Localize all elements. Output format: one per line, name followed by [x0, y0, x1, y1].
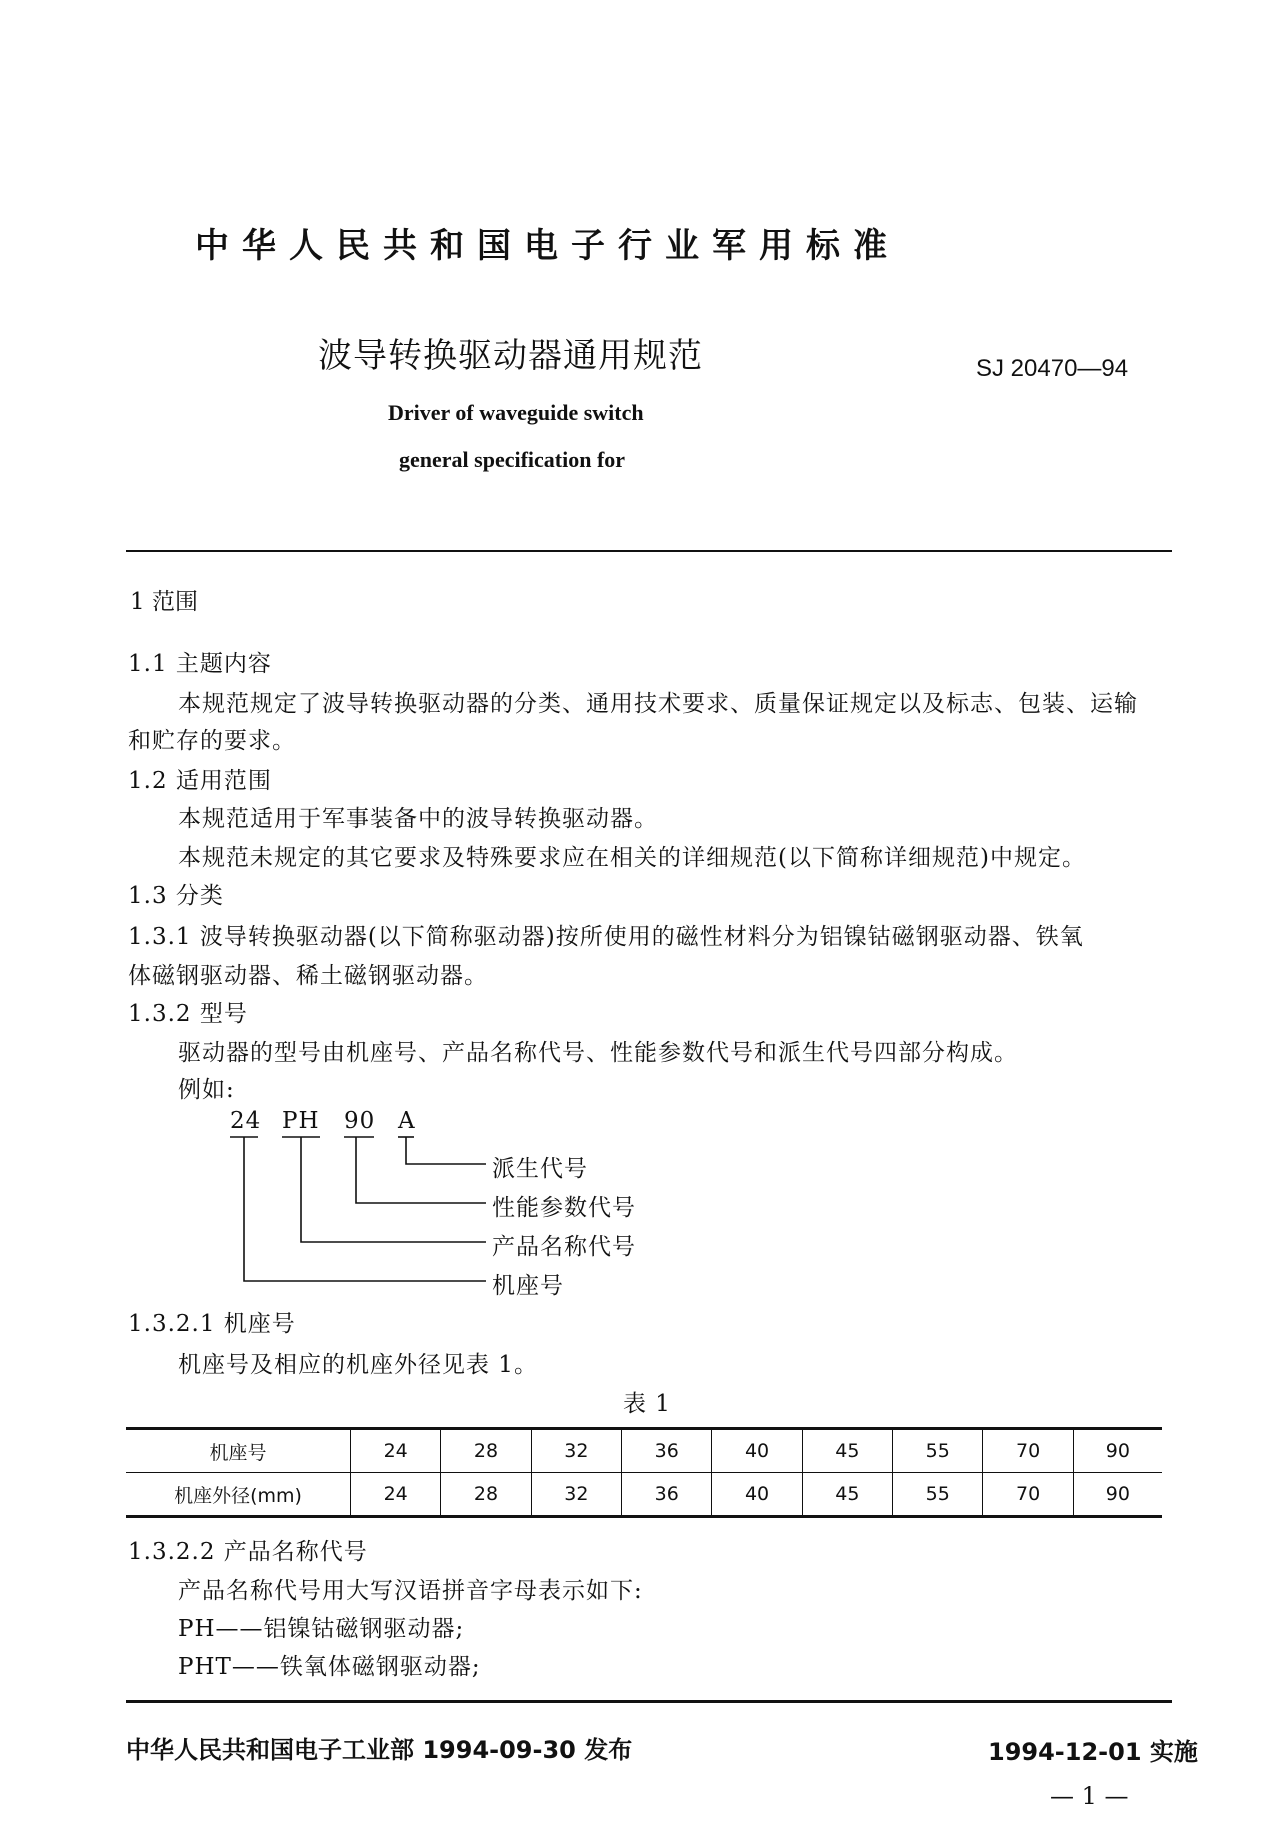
- english-title-line-1: Driver of waveguide switch: [388, 400, 644, 425]
- paragraph: PHT——铁氧体磁钢驱动器;: [178, 1654, 481, 1680]
- table-cell: 40: [712, 1429, 802, 1473]
- section-1-3-2-2-heading: 1.3.2.2 产品名称代号: [128, 1539, 368, 1565]
- example-code-product: PH: [282, 1108, 320, 1134]
- table-row: [126, 1473, 1162, 1517]
- table-row-header: 机座外径(mm): [126, 1473, 351, 1517]
- table-cell: 55: [893, 1429, 983, 1473]
- section-1-3-2-1-heading: 1.3.2.1 机座号: [128, 1311, 296, 1337]
- table-cell: 55: [893, 1473, 983, 1517]
- example-code-performance: 90: [344, 1108, 376, 1134]
- section-1-2-heading: 1.2 适用范围: [128, 768, 272, 794]
- frame-size-table: [126, 1427, 1162, 1518]
- section-1-1-heading: 1.1 主题内容: [128, 651, 272, 677]
- table-cell: 32: [531, 1429, 621, 1473]
- paragraph: 本规范未规定的其它要求及特殊要求应在相关的详细规范(以下简称详细规范)中规定。: [178, 845, 1086, 871]
- label-derivative-code: 派生代号: [492, 1156, 588, 1182]
- label-performance-code: 性能参数代号: [492, 1195, 636, 1221]
- table-caption: 表 1: [623, 1391, 671, 1417]
- label-product-name-code: 产品名称代号: [492, 1234, 636, 1260]
- table-cell: 28: [441, 1473, 531, 1517]
- example-code-frame: 24: [230, 1108, 262, 1134]
- table-cell: 24: [351, 1473, 441, 1517]
- table-row-header: 机座号: [209, 1441, 267, 1464]
- table-cell: 32: [531, 1473, 621, 1517]
- paragraph: 体磁钢驱动器、稀土磁钢驱动器。: [128, 963, 488, 989]
- table-cell: 70: [983, 1429, 1073, 1473]
- paragraph: 1.3.1 波导转换驱动器(以下简称驱动器)按所使用的磁性材料分为铝镍钴磁钢驱动器、铁氧: [128, 924, 1084, 950]
- paragraph: 本规范适用于军事装备中的波导转换驱动器。: [178, 806, 658, 832]
- table-cell: 24: [351, 1429, 441, 1473]
- table-cell: 45: [802, 1473, 892, 1517]
- page-number: — 1 —: [1050, 1782, 1129, 1810]
- paragraph: 和贮存的要求。: [128, 728, 296, 754]
- standard-number: SJ 20470—94: [976, 355, 1129, 382]
- footer-divider: [126, 1700, 1172, 1703]
- standard-category-title: 中华人民共和国电子行业军用标准: [195, 226, 900, 266]
- english-title-line-2: general specification for: [399, 447, 626, 472]
- paragraph: PH——铝镍钴磁钢驱动器;: [178, 1616, 465, 1642]
- table-cell: 28: [441, 1429, 531, 1473]
- table-cell: 40: [712, 1473, 802, 1517]
- table-row: [126, 1429, 1162, 1473]
- section-1-3-2-heading: 1.3.2 型号: [128, 1001, 248, 1027]
- label-frame-number: 机座号: [492, 1273, 564, 1299]
- section-1-heading: 1 范围: [130, 589, 198, 615]
- paragraph: 机座号及相应的机座外径见表 1。: [178, 1352, 538, 1378]
- paragraph: 驱动器的型号由机座号、产品名称代号、性能参数代号和派生代号四部分构成。: [178, 1040, 1018, 1066]
- issue-date: 中华人民共和国电子工业部 1994-09-30 发布: [126, 1736, 633, 1764]
- paragraph: 产品名称代号用大写汉语拼音字母表示如下:: [178, 1578, 643, 1604]
- table-cell: 36: [622, 1429, 712, 1473]
- paragraph: 例如:: [178, 1077, 235, 1103]
- section-1-3-heading: 1.3 分类: [128, 883, 224, 909]
- paragraph: 本规范规定了波导转换驱动器的分类、通用技术要求、质量保证规定以及标志、包装、运输: [178, 691, 1138, 717]
- table-cell: 70: [983, 1473, 1073, 1517]
- table-cell: 90: [1073, 1429, 1162, 1473]
- table-cell: 45: [802, 1429, 892, 1473]
- document-title: 波导转换驱动器通用规范: [318, 336, 703, 376]
- table-cell: 36: [622, 1473, 712, 1517]
- table-cell: 90: [1073, 1473, 1162, 1517]
- example-code-derivative: A: [398, 1108, 416, 1134]
- effective-date: 1994-12-01 实施: [988, 1738, 1198, 1766]
